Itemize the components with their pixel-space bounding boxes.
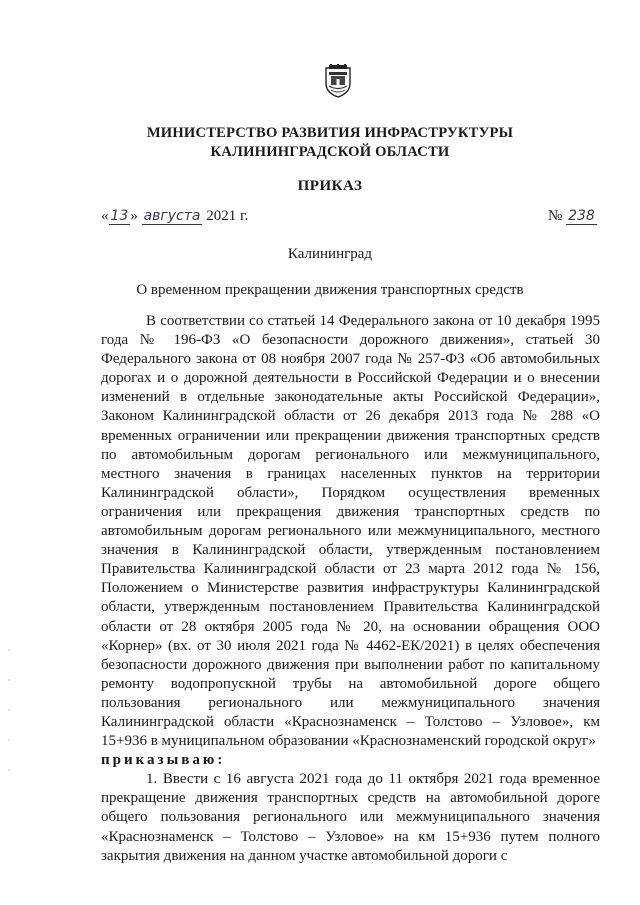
scan-margin-marks	[8, 640, 10, 790]
document-type: ПРИКАЗ	[297, 178, 363, 194]
kaliningrad-coat-of-arms-icon	[323, 64, 353, 98]
ministry-line-1: МИНИСТЕРСТВО РАЗВИТИЯ ИНФРАСТРУКТУРЫ	[146, 125, 514, 141]
date-day: 13	[110, 208, 129, 224]
order-subject: О временном прекращении движения транспортных средств	[136, 282, 524, 298]
date-month: августа	[143, 208, 201, 224]
date-close-quote: »	[130, 208, 138, 224]
order-number	[548, 208, 597, 225]
preamble-paragraph: В соответствии со статьей 14 Федерального закона от 10 декабря 1995 года № 196-ФЗ «О безопасности дорожного движения», статьей 30 Федерального закона от 08 ноября 2007 года № 257-ФЗ «Об автомобильных дорогах и о дорожной деятельности в Российской Федерации и о внесении изменений в отдельные законодательные акты Российской Федерации», Законом Калининградской области от 26 декабря 2013 года № 288 «О временных ограничении или прекращении движения транспортных средств по автомобильным дорогам регионального или межмуниципального, местного значения в границах населенных пунктов на территории Калининградской области», Порядком осуществления временных ограничения или прекращения движения транспортных средств по автомобильным дорогам регионального или межмуниципального, местного значения в Калининградской области, утвержденным постановлением Правительства Калининградской области от 23 марта 2012 года № 156, Положением о Министерстве развития инфраструктуры Калининградской области, утвержденным постановлением Правительства Калининградской области от 28 октября 2005 года № 20, на основании обращения ООО «Корнер» (вх. от 30 июля 2021 года № 4462-ЕК/2021) в целях обеспечения безопасности дорожного движения при выполнении работ по капитальному ремонту водопропускной трубы на автомобильной дороге общего пользования регионального или межмуниципального значения Калининградской области «Краснознаменск – Толстово – Узловое», км 15+936 в муниципальном образовании «Краснознаменский городской округ»	[101, 313, 600, 750]
number-value: 238	[568, 208, 595, 224]
date-year: 2021 г.	[206, 208, 249, 224]
ministry-line-2: КАЛИНИНГРАДСКОЙ ОБЛАСТИ	[210, 144, 450, 160]
number-prefix: №	[548, 208, 563, 224]
order-item-1: 1. Ввести с 16 августа 2021 года до 11 октября 2021 года временное прекращение движения транспортных средств на автомобильной дороге общего пользования регионального или межмуниципального значения «Краснознаменск – Толстово – Узловое» на км 15+936 путем полного закрытия движения на данном участке автомобильной дороги с	[101, 771, 600, 864]
city: Калининград	[287, 246, 373, 262]
order-word: приказываю:	[101, 752, 226, 769]
order-date	[101, 208, 248, 225]
order-body	[101, 312, 600, 866]
date-open-quote: «	[101, 208, 109, 224]
ministry-title	[60, 124, 600, 162]
